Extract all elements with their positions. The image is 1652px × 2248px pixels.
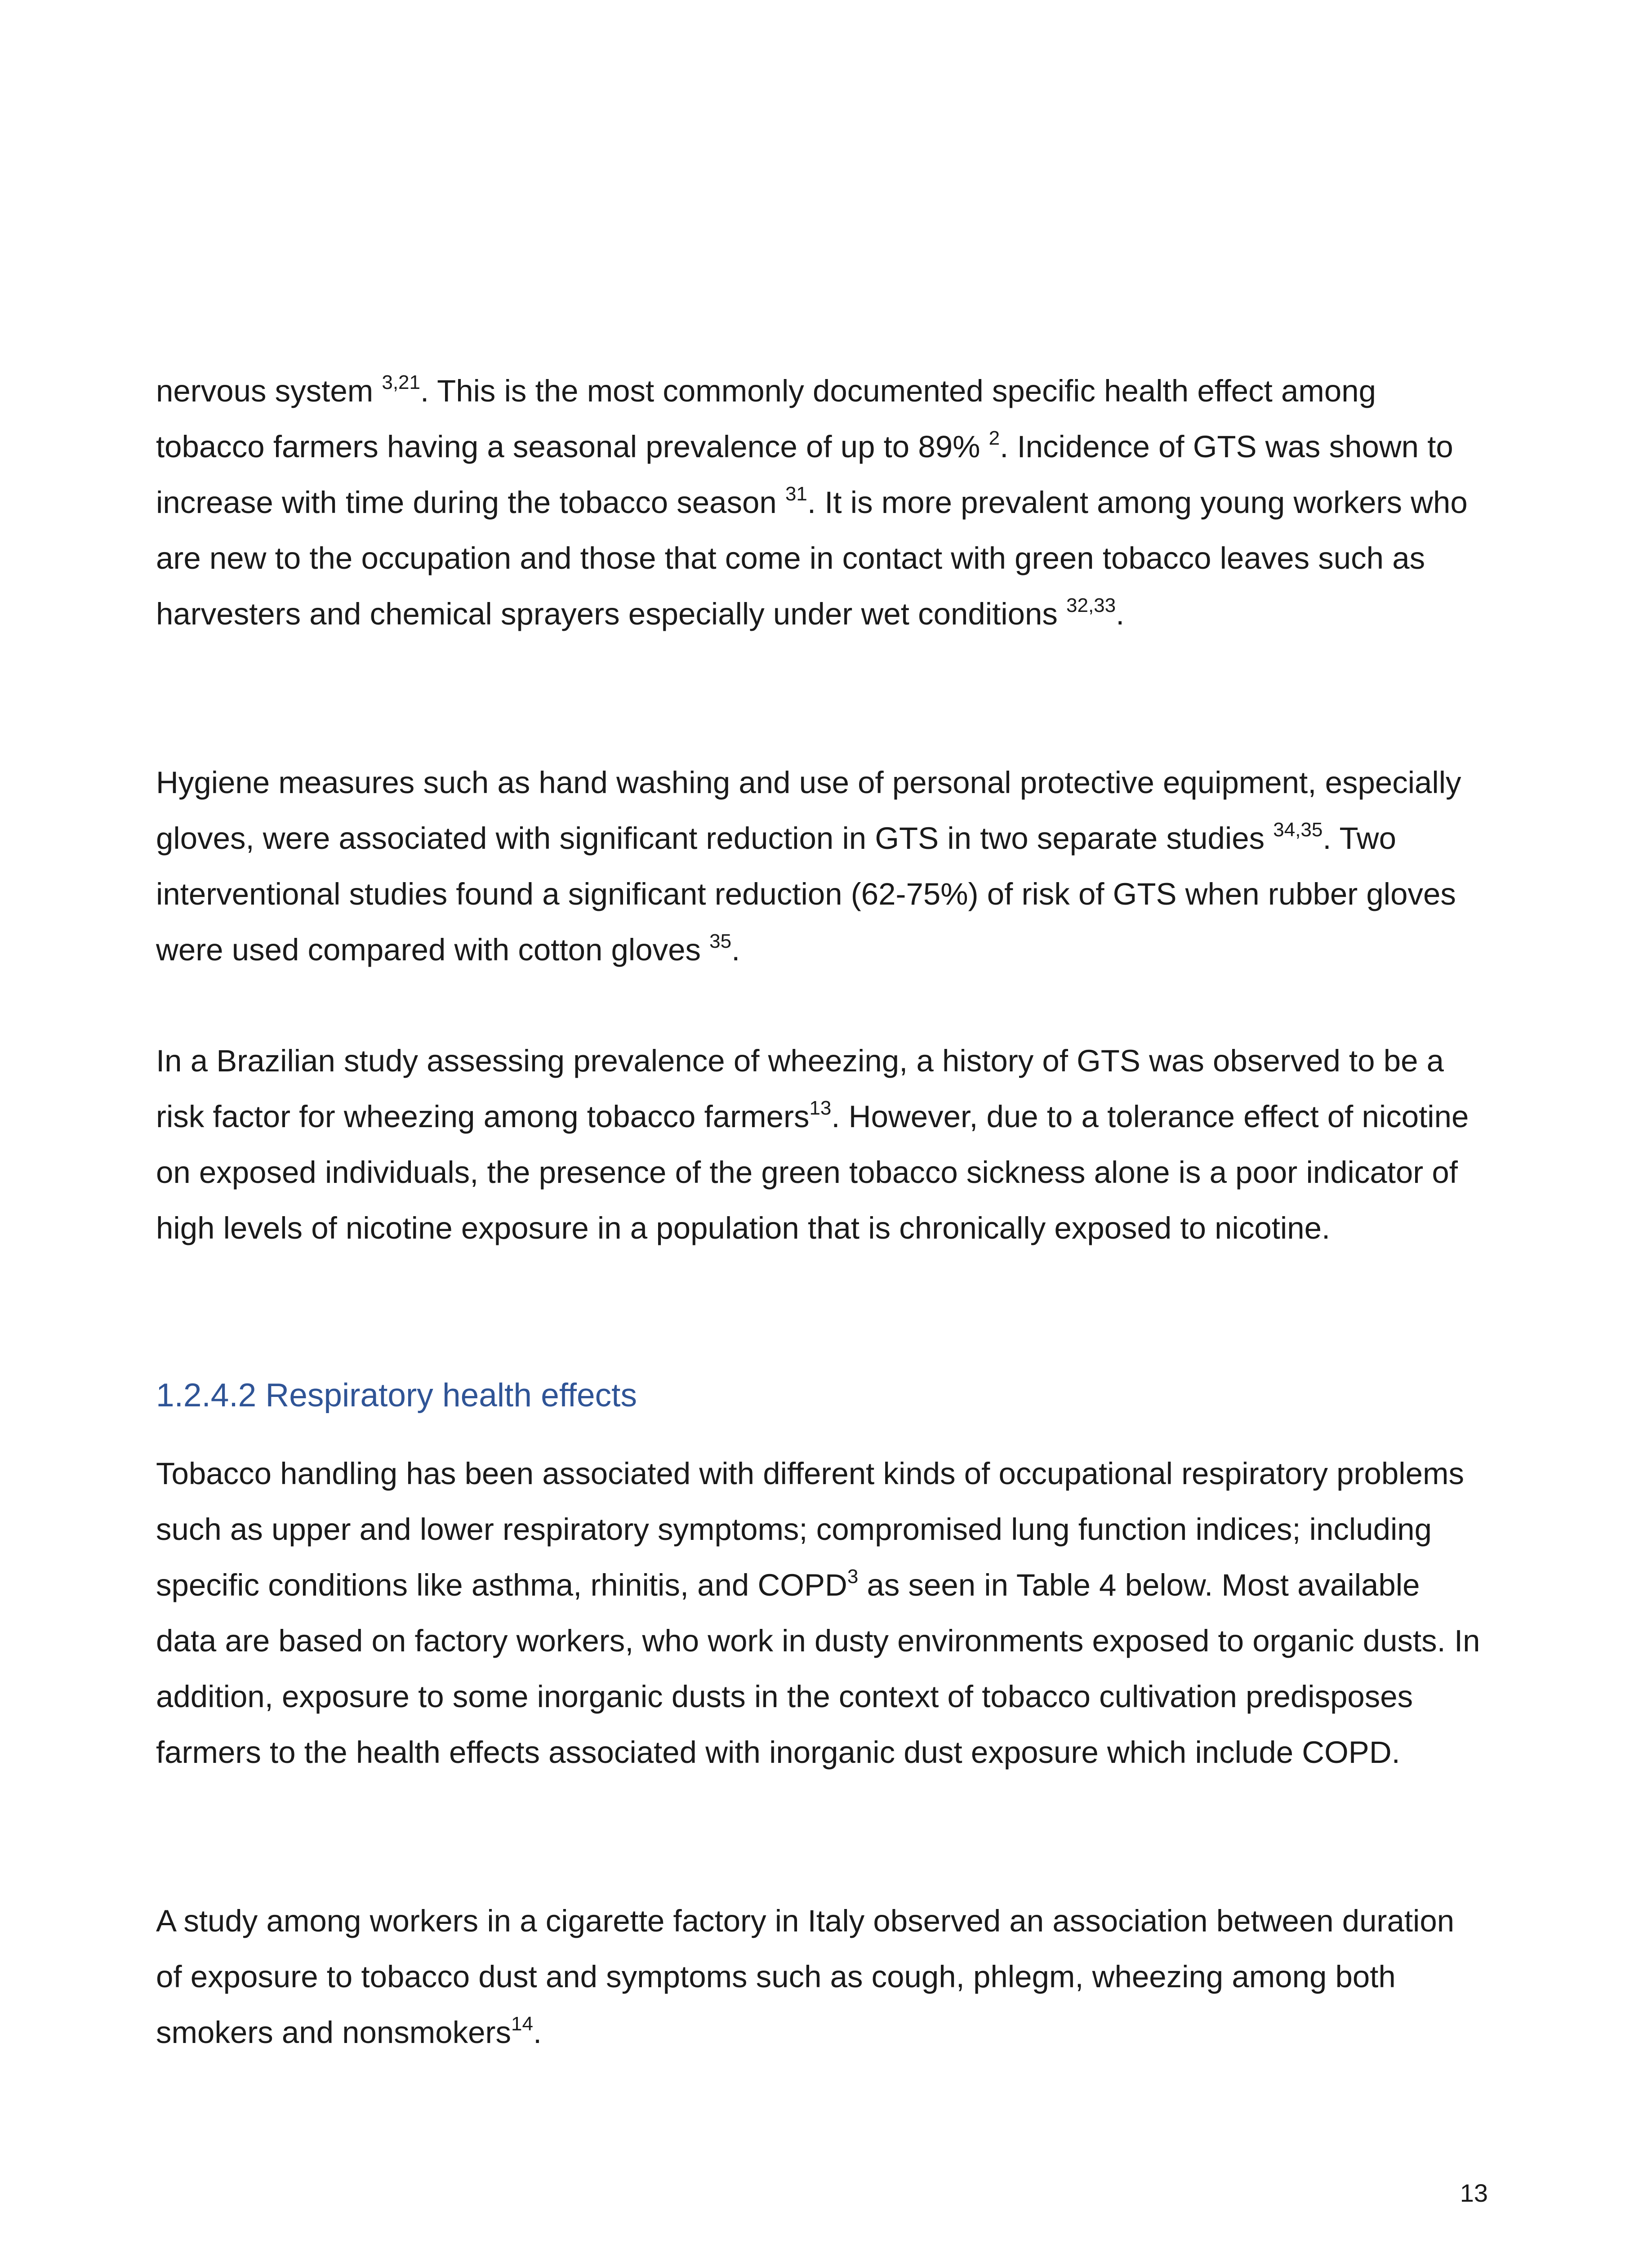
paragraph-text: . This is the most commonly documented specific health effect among tobacco farmers having a seasonal prevalence of up to 89% [156, 374, 1376, 464]
citation-superscript: 13 [809, 1097, 832, 1119]
paragraph-text: . It is more prevalent among young workers who are new to the occupation and those that come in contact with green tobacco leaves such as harvesters and chemical sprayers especially under wet conditions [156, 485, 1468, 631]
paragraph-text: Hygiene measures such as hand washing and use of personal protective equipment, especially gloves, were associated with significant reduction in GTS in two separate studies [156, 765, 1461, 856]
paragraph-text: . [731, 932, 740, 967]
paragraph-text: Tobacco handling has been associated with different kinds of occupational respiratory problems such as upper and lower respiratory symptoms; compromised lung function indices; including specific conditions like asthma, rhinitis, and COPD [156, 1456, 1464, 1602]
paragraph-text: In a Brazilian study assessing prevalence of wheezing, a history of GTS was observed to be a risk factor for wheezing among tobacco farmers [156, 1044, 1444, 1134]
citation-superscript: 3 [847, 1566, 859, 1588]
paragraph-hygiene-measures [156, 755, 1487, 978]
section-heading: 1.2.4.2 Respiratory health effects [156, 1377, 637, 1414]
paragraph-respiratory-problems [156, 1446, 1487, 1780]
paragraph-gts-prevalence [156, 363, 1487, 642]
paragraph-italy-study [156, 1893, 1487, 2061]
paragraph-text: . [533, 2015, 542, 2050]
citation-superscript: 34,35 [1273, 819, 1323, 841]
paragraph-text: . [1116, 597, 1125, 631]
citation-superscript: 3,21 [382, 371, 420, 393]
citation-superscript: 14 [511, 2013, 533, 2035]
paragraph-brazilian-study [156, 1033, 1487, 1256]
citation-superscript: 31 [785, 483, 807, 505]
citation-superscript: 32,33 [1066, 594, 1116, 616]
paragraph-text: . However, due to a tolerance effect of nicotine on exposed individuals, the presence of the green tobacco sickness alone is a poor indicator of high levels of nicotine exposure in a population that is chronically exposed to nicotine. [156, 1099, 1469, 1245]
paragraph-text: . Incidence of GTS was shown to increase with time during the tobacco season [156, 429, 1453, 520]
paragraph-text: A study among workers in a cigarette factory in Italy observed an association between duration of exposure to tobacco dust and symptoms such as cough, phlegm, wheezing among both smokers and nonsmokers [156, 1904, 1455, 2050]
paragraph-text: nervous system [156, 374, 382, 408]
paragraph-text: as seen in Table 4 below. Most available data are based on factory workers, who work in dusty environments exposed to organic dusts. In addition, exposure to some inorganic dusts in the context of tobacco cultivation predisposes farmers to the health effects associated with inorganic dust exposure which include COPD. [156, 1568, 1480, 1770]
paragraph-text: . Two interventional studies found a significant reduction (62-75%) of risk of GTS when rubber gloves were used compared with cotton gloves [156, 821, 1456, 967]
citation-superscript: 35 [709, 930, 732, 952]
page-number: 13 [1460, 2179, 1488, 2207]
citation-superscript: 2 [989, 427, 1000, 449]
